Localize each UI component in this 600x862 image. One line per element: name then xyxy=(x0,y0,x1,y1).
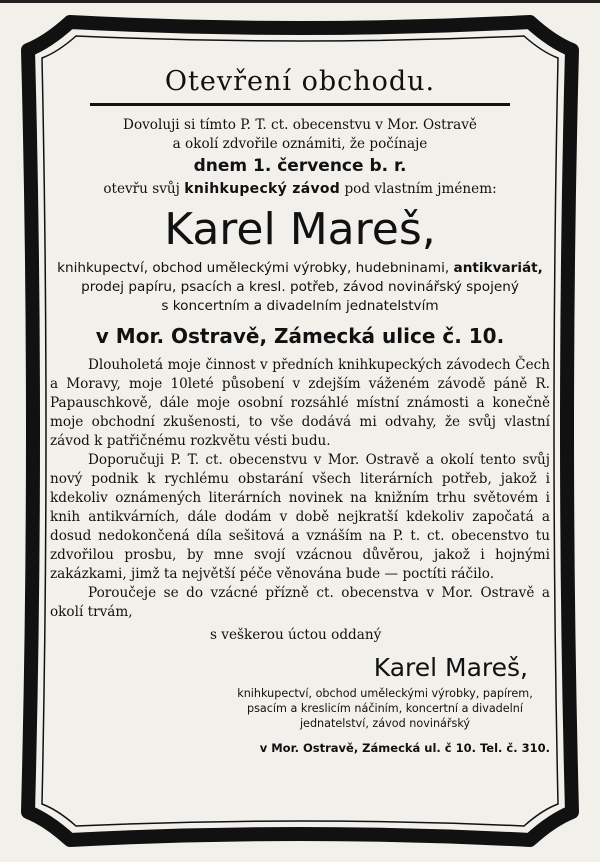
page-title: Otevření obchodu. xyxy=(164,66,436,97)
business-line-1 xyxy=(50,259,550,278)
business-line-3: s koncertním a divadelním jednatelstvím xyxy=(161,298,439,314)
signature-line-2: psacím a kreslicím náčiním, koncertní a divadelní xyxy=(247,702,523,715)
title-underline xyxy=(90,103,510,106)
paragraph-3: Poroučeje se do vzácné přízně ct. obecenstva v Mor. Ostravě a okolí trvám, xyxy=(50,585,550,620)
closing-line: s veškerou úctou oddaný xyxy=(210,627,382,643)
business-line-1-bold: antikvariát, xyxy=(453,260,543,276)
intro-line-3-post: pod vlastním jménem: xyxy=(344,181,497,197)
signature-line-1: knihkupectví, obchod uměleckými výrobky, papírem, xyxy=(237,687,533,700)
paragraph-1: Dlouholetá moje činnost v předních knihkupeckých závodech Čech a Moravy, moje 10leté působení v zdejším váženém závodě páně R. Papauschkově, dále moje osobní rozsáhlé místní známosti a konečně moje obchodní zkušenosti, to vše dodává mi odvahy, že svůj vlastní závod k patřičnému rozkvětu vésti budu. xyxy=(50,357,550,449)
signature-name: Karel Mareš, xyxy=(373,653,528,682)
intro-line-3-bold: knihkupecký závod xyxy=(184,181,341,197)
proprietor-name: Karel Mareš, xyxy=(164,204,436,255)
business-line-2: prodej papíru, psacích a kresl. potřeb, závod novinářský spojený xyxy=(81,279,519,295)
intro-line-3 xyxy=(50,180,550,199)
opening-date xyxy=(50,157,550,177)
shop-address: v Mor. Ostravě, Zámecká ulice č. 10. xyxy=(95,324,505,348)
opening-date-text: dnem 1. července b. r. xyxy=(193,156,407,176)
paragraph-2: Doporučuji P. T. ct. obecenstvu v Mor. Ostravě a okolí tento svůj nový podnik k rychlému obstarání všech literárních potřeb, jakož i kdekoliv oznámených literárních novinek na knižním trhu světovém i knih antikvárních, dále dodám v době nejkratší kdekoliv započatá a dosud nedokončená díla sešitová a vznáším na P. t. ct. obecenstvo tu zdvořilou prosbu, by mne svojí vzácnou důvěrou, jakož i hojnými zakázkami, jimž ta největší péče věnována bude — poctíti ráčilo. xyxy=(50,452,550,582)
intro-line-1: Dovoluji si tímto P. T. ct. obecenstvu v Mor. Ostravě xyxy=(123,117,477,133)
business-line-1-text: knihkupectví, obchod uměleckými výrobky, hudebninami, xyxy=(57,260,450,276)
advertisement-content xyxy=(50,52,550,755)
signature-line-3: jednatelství, závod novinářský xyxy=(299,717,471,730)
intro-line-3-pre: otevřu svůj xyxy=(103,181,180,197)
intro-line-2: a okolí zdvořile oznámiti, že počínaje xyxy=(172,136,428,152)
signature-address: v Mor. Ostravě, Zámecká ul. č 10. Tel. č. 310. xyxy=(259,741,550,755)
